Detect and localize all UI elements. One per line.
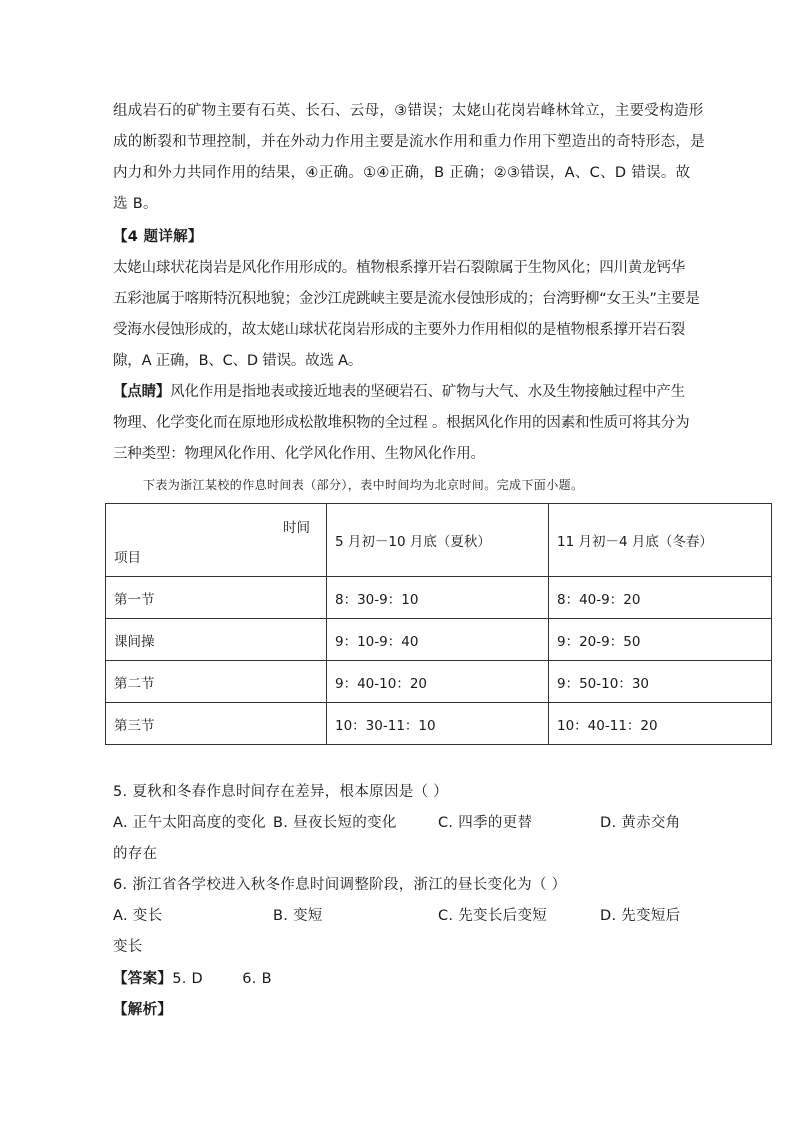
note-text: 风化作用是指地表或接近地表的坚硬岩石、矿物与大气、水及生物接触过程中产生: [170, 384, 685, 400]
cell-summer: 10：30-11：10: [327, 703, 549, 745]
option-d: D. 黄赤交角: [600, 815, 681, 831]
option-d: D. 先变短后: [600, 908, 681, 924]
header-corner-cell: [106, 504, 327, 577]
cell-winter: 8：40-9：20: [549, 577, 772, 619]
option-c: C. 四季的更替: [438, 815, 533, 831]
table-row: [106, 619, 772, 661]
question-5-wrap: 的存在: [113, 846, 158, 862]
cell-item: 第二节: [106, 661, 327, 703]
header-winter: 11 月初－4 月底（冬春）: [549, 504, 772, 577]
table-row: [106, 661, 772, 703]
option-a: A. 变长: [113, 908, 163, 924]
option-c: C. 先变长后变短: [438, 908, 548, 924]
note-line: 三种类型：物理风化作用、化学风化作用、生物风化作用。: [113, 446, 485, 462]
cell-winter: 9：50-10：30: [549, 661, 772, 703]
table-header-row: [106, 504, 772, 577]
paragraph-line: 隙，A 正确，B、C、D 错误。故选 A。: [113, 353, 363, 369]
paragraph-line: 成的断裂和节理控制，并在外动力作用主要是流水作用和重力作用下塑造出的奇特形态，是: [113, 134, 705, 150]
answer-text: 5. D 6. B: [172, 971, 272, 987]
paragraph-line: 太姥山球状花岗岩是风化作用形成的。植物根系撑开岩石裂隙属于生物风化；四川黄龙钙华: [113, 260, 685, 276]
schedule-table: [105, 503, 772, 745]
section-heading-q4: 【4 题详解】: [113, 229, 203, 245]
question-5-stem: 5. 夏秋和冬春作息时间存在差异，根本原因是（ ）: [113, 784, 449, 800]
table-intro: 下表为浙江某校的作息时间表（部分），表中时间均为北京时间。完成下面小题。: [143, 478, 584, 492]
cell-summer: 9：40-10：20: [327, 661, 549, 703]
cell-summer: 9：10-9：40: [327, 619, 549, 661]
paragraph-line: 组成岩石的矿物主要有石英、长石、云母，③错误；太姥山花岗岩峰林耸立，主要受构造形: [113, 103, 704, 119]
note-label: 【点睛】: [113, 384, 171, 400]
question-6-stem: 6. 浙江省各学校进入秋冬作息时间调整阶段，浙江的昼长变化为（ ）: [113, 877, 567, 893]
paragraph-line: 内力和外力共同作用的结果，④正确。①④正确，B 正确；②③错误，A、C、D 错误。故: [113, 165, 691, 181]
paragraph-line: 受海水侵蚀形成的，故太姥山球状花岗岩形成的主要外力作用相似的是植物根系撑开岩石裂: [113, 322, 685, 338]
option-a: A. 正午太阳高度的变化: [113, 815, 266, 831]
option-b: B. 变短: [273, 908, 323, 924]
cell-winter: 9：20-9：50: [549, 619, 772, 661]
cell-item: 课间操: [106, 619, 327, 661]
paragraph-line: 五彩池属于喀斯特沉积地貌；金沙江虎跳峡主要是流水侵蚀形成的；台湾野柳“女王头”主要是: [113, 291, 700, 307]
table-row: [106, 577, 772, 619]
answer-line: [113, 964, 683, 995]
option-b: B. 昼夜长短的变化: [273, 815, 397, 831]
header-summer: 5 月初－10 月底（夏秋）: [327, 504, 549, 577]
cell-summer: 8：30-9：10: [327, 577, 549, 619]
cell-item: 第三节: [106, 703, 327, 745]
cell-item: 第一节: [106, 577, 327, 619]
analysis-label: 【解析】: [113, 1002, 173, 1018]
paragraph-line: 选 B。: [113, 196, 158, 212]
table-row: [106, 703, 772, 745]
note-line: [113, 377, 683, 408]
header-item-label: 项目: [114, 550, 141, 566]
cell-winter: 10：40-11：20: [549, 703, 772, 745]
note-line: 物理、化学变化而在原地形成松散堆积物的全过程 。根据风化作用的因素和性质可将其分为: [113, 415, 690, 431]
question-6-wrap: 变长: [113, 939, 143, 955]
header-time-label: 时间: [283, 520, 310, 536]
answer-label: 【答案】: [113, 971, 173, 987]
